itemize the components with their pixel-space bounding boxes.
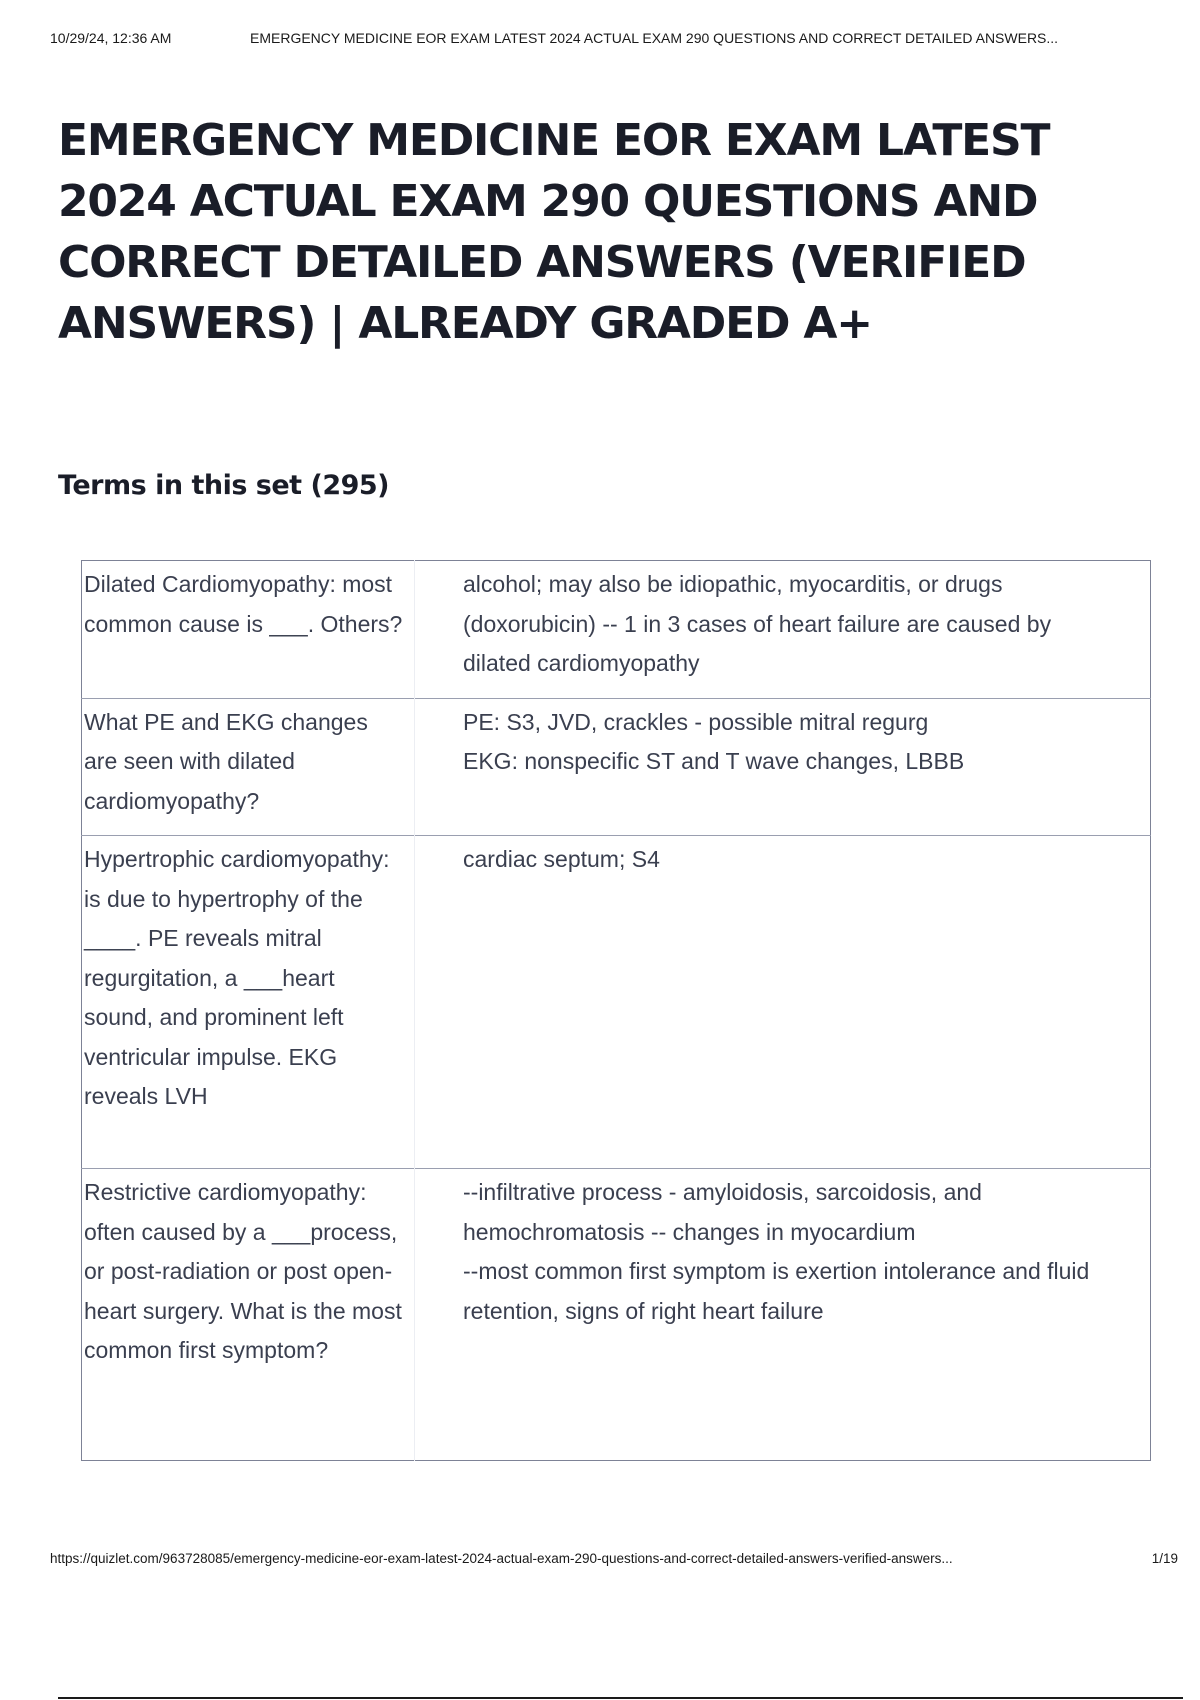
page-url[interactable]: https://quizlet.com/963728085/emergency-medicine-eor-exam-latest-2024-actual-exam-290-questions-and-correct-detailed-answers-verified-answers... [50,1551,953,1566]
print-date: 10/29/24, 12:36 AM [50,30,172,46]
definition-text: --infiltrative process - amyloidosis, sarcoidosis, and hemochromatosis -- changes in myocardium --most common first symptom is exertion intolerance and fluid retention, signs of right heart failure [415,1169,1151,1461]
term-text: Restrictive cardiomyopathy: often caused by a ___process, or post-radiation or post open-heart surgery. What is the most common first symptom? [82,1169,415,1461]
definition-text: cardiac septum; S4 [415,836,1151,1169]
definition-text: alcohol; may also be idiopathic, myocarditis, or drugs (doxorubicin) -- 1 in 3 cases of heart failure are caused by dilated cardiomyopathy [463,571,1052,676]
terms-table [81,560,1151,1461]
definition-text: PE: S3, JVD, crackles - possible mitral regurg EKG: nonspecific ST and T wave changes, LBBB [415,698,1151,836]
term-text: What PE and EKG changes are seen with dilated cardiomyopathy? [82,698,415,836]
print-footer [50,1551,1178,1571]
print-header [50,30,1175,50]
term-text: Dilated Cardiomyopathy: most common cause is ___. Others? [82,561,415,699]
print-doc-title: EMERGENCY MEDICINE EOR EXAM LATEST 2024 ACTUAL EXAM 290 QUESTIONS AND CORRECT DETAILED ANSWERS... [250,30,1059,46]
term-row [82,1169,1151,1461]
term-row [82,836,1151,1169]
term-text: Hypertrophic cardiomyopathy: is due to hypertrophy of the ____. PE reveals mitral regurgitation, a ___heart sound, and prominent left ventricular impulse. EKG reveals LVH [82,836,415,1169]
term-row [82,561,1151,699]
page-title: EMERGENCY MEDICINE EOR EXAM LATEST 2024 ACTUAL EXAM 290 QUESTIONS AND CORRECT DETAILED ANSWERS (VERIFIED ANSWERS) | ALREADY GRADED A+ [58,115,1050,349]
page-number: 1/19 [1151,1551,1178,1566]
terms-heading: Terms in this set (295) [58,470,390,501]
divider [58,1697,1183,1699]
term-row [82,698,1151,836]
